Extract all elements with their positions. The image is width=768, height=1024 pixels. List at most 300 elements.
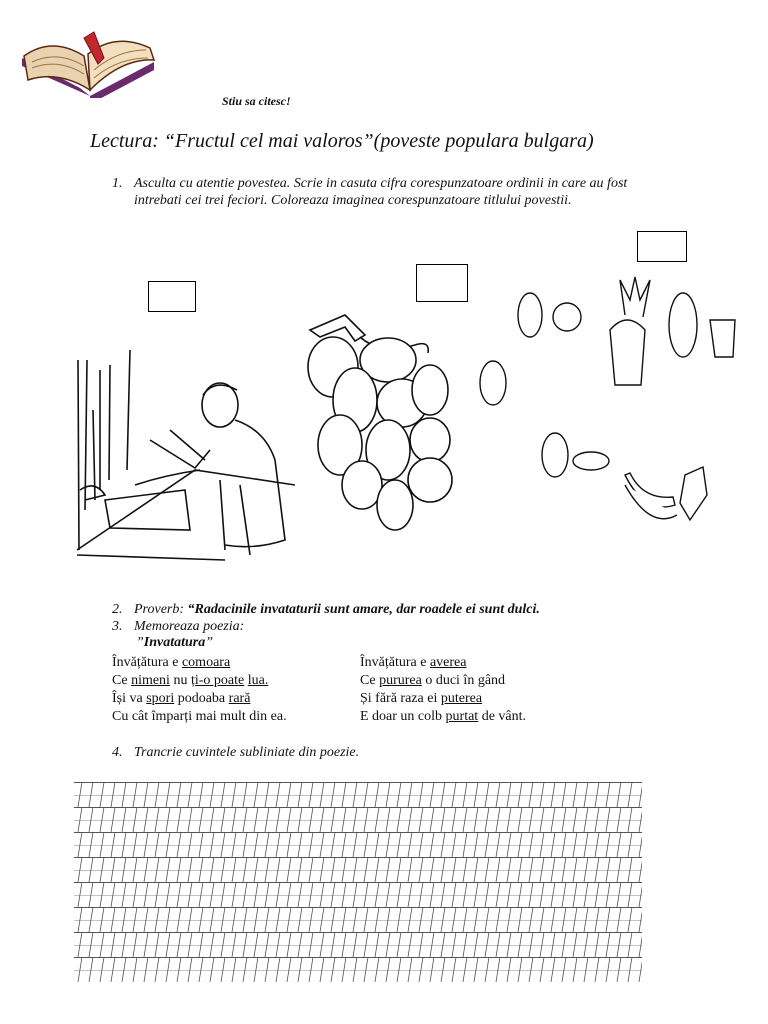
grid-slant-line: [441, 932, 445, 957]
grid-slant-line: [89, 832, 93, 857]
task-number: 3.: [112, 619, 123, 634]
grid-slant-line: [573, 807, 577, 832]
grid-slant-line: [89, 882, 93, 907]
grid-slant-line: [177, 807, 181, 832]
grid-slant-line: [639, 957, 642, 982]
underlined-word: purtat: [445, 709, 479, 724]
grid-slant-line: [89, 807, 93, 832]
grid-slant-line: [199, 857, 203, 882]
grid-slant-line: [496, 882, 500, 907]
answer-box-3[interactable]: [637, 231, 687, 262]
grid-slant-line: [111, 907, 115, 932]
grid-slant-line: [386, 957, 390, 982]
grid-slant-line: [298, 832, 302, 857]
grid-slant-line: [617, 782, 621, 807]
grid-slant-line: [309, 782, 313, 807]
grid-slant-line: [419, 957, 423, 982]
underlined-word: spori: [146, 691, 175, 706]
underlined-word: comoara: [181, 655, 231, 670]
grid-slant-line: [452, 832, 456, 857]
grid-slant-line: [199, 782, 203, 807]
grid-slant-line: [518, 807, 522, 832]
underlined-word: nimeni: [131, 673, 170, 688]
grid-slant-line: [111, 807, 115, 832]
grid-slant-line: [309, 832, 313, 857]
grid-slant-line: [573, 857, 577, 882]
grid-slant-line: [166, 832, 170, 857]
grid-slant-line: [573, 907, 577, 932]
grid-slant-line: [518, 932, 522, 957]
grid-slant-line: [474, 907, 478, 932]
grid-slant-line: [342, 782, 346, 807]
grid-slant-line: [100, 957, 104, 982]
grid-slant-line: [441, 857, 445, 882]
grid-slant-line: [364, 782, 368, 807]
grid-slant-line: [551, 957, 555, 982]
grid-slant-line: [474, 882, 478, 907]
page-title: Lectura: “Fructul cel mai valoros”(poveste populara bulgara): [90, 130, 594, 152]
grid-slant-line: [496, 907, 500, 932]
grid-slant-line: [155, 882, 159, 907]
grid-slant-line: [562, 857, 566, 882]
grid-slant-line: [309, 907, 313, 932]
grid-slant-line: [584, 882, 588, 907]
page-kicker: Stiu sa citesc!: [222, 94, 291, 108]
grid-slant-line: [111, 857, 115, 882]
grid-slant-line: [606, 832, 610, 857]
grid-slant-line: [199, 832, 203, 857]
grid-slant-line: [342, 882, 346, 907]
grid-slant-line: [408, 832, 412, 857]
grid-slant-line: [628, 882, 632, 907]
grid-slant-line: [551, 932, 555, 957]
grid-slant-line: [628, 807, 632, 832]
grid-slant-line: [430, 907, 434, 932]
grid-slant-line: [353, 807, 357, 832]
grid-slant-line: [265, 832, 269, 857]
grid-slant-line: [89, 857, 93, 882]
grid-slant-line: [265, 807, 269, 832]
grid-slant-line: [155, 932, 159, 957]
grid-slant-line: [155, 807, 159, 832]
grid-slant-line: [584, 832, 588, 857]
grid-slant-line: [496, 782, 500, 807]
grid-slant-line: [529, 857, 533, 882]
grid-slant-line: [320, 932, 324, 957]
grid-slant-line: [199, 882, 203, 907]
grid-slant-line: [78, 782, 82, 807]
grid-slant-line: [243, 907, 247, 932]
grid-slant-line: [254, 832, 258, 857]
grid-slant-line: [419, 907, 423, 932]
grid-slant-line: [496, 857, 500, 882]
grid-slant-line: [562, 882, 566, 907]
grid-slant-line: [606, 857, 610, 882]
task-number: 4.: [112, 745, 123, 760]
grid-slant-line: [430, 882, 434, 907]
grid-slant-line: [584, 782, 588, 807]
grid-slant-line: [155, 782, 159, 807]
grid-slant-line: [364, 907, 368, 932]
poem-line: [112, 672, 352, 690]
grid-slant-line: [166, 882, 170, 907]
grid-slant-line: [419, 832, 423, 857]
grid-slant-line: [562, 957, 566, 982]
grid-slant-line: [100, 932, 104, 957]
grid-slant-line: [78, 882, 82, 907]
grid-slant-line: [353, 957, 357, 982]
grid-slant-line: [496, 957, 500, 982]
grid-slant-line: [628, 957, 632, 982]
grid-slant-line: [188, 957, 192, 982]
grid-slant-line: [617, 807, 621, 832]
grid-slant-line: [232, 882, 236, 907]
grid-slant-line: [199, 807, 203, 832]
grid-slant-line: [507, 807, 511, 832]
grid-slant-line: [364, 832, 368, 857]
grid-slant-line: [309, 882, 313, 907]
grid-slant-line: [254, 882, 258, 907]
grid-slant-line: [551, 882, 555, 907]
grid-slant-line: [199, 932, 203, 957]
grid-slant-line: [474, 957, 478, 982]
grid-slant-line: [210, 782, 214, 807]
grid-slant-line: [474, 932, 478, 957]
grid-slant-line: [606, 882, 610, 907]
poem-text: Își va: [112, 691, 147, 706]
grid-slant-line: [265, 882, 269, 907]
grid-slant-line: [507, 932, 511, 957]
grid-slant-line: [540, 832, 544, 857]
grid-slant-line: [210, 957, 214, 982]
task-number: 2.: [112, 602, 123, 617]
grid-slant-line: [573, 782, 577, 807]
grid-slant-line: [408, 857, 412, 882]
grid-slant-line: [331, 782, 335, 807]
grid-slant-line: [452, 957, 456, 982]
grid-slant-line: [188, 807, 192, 832]
underlined-word: lua.: [247, 673, 269, 688]
poem-text: Și fără raza ei: [360, 691, 441, 706]
grid-slant-line: [375, 882, 379, 907]
grid-slant-line: [78, 957, 82, 982]
grid-slant-line: [364, 932, 368, 957]
answer-box-2[interactable]: [416, 264, 468, 302]
grid-slant-line: [111, 932, 115, 957]
grid-slant-line: [529, 782, 533, 807]
grid-slant-line: [408, 782, 412, 807]
grid-slant-line: [276, 782, 280, 807]
grid-slant-line: [485, 807, 489, 832]
underlined-word: averea: [429, 655, 467, 670]
grid-slant-line: [221, 807, 225, 832]
grid-slant-line: [243, 782, 247, 807]
underlined-word: puterea: [440, 691, 483, 706]
answer-box-1[interactable]: [148, 281, 196, 312]
task-number: 1.: [112, 176, 123, 191]
grid-slant-line: [639, 882, 642, 907]
grid-slant-line: [144, 932, 148, 957]
grid-slant-line: [540, 782, 544, 807]
grid-slant-line: [232, 807, 236, 832]
grid-slant-line: [485, 957, 489, 982]
grid-slant-line: [452, 807, 456, 832]
grid-slant-line: [551, 907, 555, 932]
grid-slant-line: [287, 882, 291, 907]
grid-slant-line: [287, 807, 291, 832]
grid-slant-line: [441, 882, 445, 907]
grid-slant-line: [386, 782, 390, 807]
grid-slant-line: [331, 882, 335, 907]
grid-slant-line: [397, 807, 401, 832]
grid-slant-line: [419, 807, 423, 832]
grid-slant-line: [276, 857, 280, 882]
grid-slant-line: [397, 932, 401, 957]
grid-slant-line: [595, 857, 599, 882]
grid-slant-line: [353, 857, 357, 882]
grid-slant-line: [364, 957, 368, 982]
grid-slant-line: [221, 857, 225, 882]
grid-slant-line: [232, 832, 236, 857]
poem-title-text: Invatatura: [143, 635, 206, 650]
grid-slant-line: [331, 932, 335, 957]
grid-slant-line: [100, 907, 104, 932]
grid-slant-line: [639, 932, 642, 957]
grid-slant-line: [320, 957, 324, 982]
grid-slant-line: [144, 857, 148, 882]
grid-slant-line: [463, 932, 467, 957]
handwriting-practice-grid[interactable]: [74, 782, 642, 982]
grid-slant-line: [606, 782, 610, 807]
grid-slant-line: [375, 932, 379, 957]
grid-slant-line: [518, 857, 522, 882]
grid-slant-line: [276, 882, 280, 907]
grid-slant-line: [452, 932, 456, 957]
poem-text: o duci în gând: [421, 673, 506, 688]
grid-slant-line: [353, 882, 357, 907]
grid-slant-line: [331, 907, 335, 932]
grid-slant-line: [639, 857, 642, 882]
grid-slant-line: [111, 957, 115, 982]
grid-slant-line: [540, 907, 544, 932]
grid-slant-line: [452, 907, 456, 932]
grid-slant-line: [276, 932, 280, 957]
grid-slant-line: [628, 907, 632, 932]
grid-slant-line: [265, 782, 269, 807]
grid-slant-line: [89, 782, 93, 807]
grid-slant-line: [320, 857, 324, 882]
grid-slant-line: [617, 857, 621, 882]
grid-slant-line: [639, 832, 642, 857]
grid-slant-line: [100, 882, 104, 907]
grid-slant-line: [254, 932, 258, 957]
grid-slant-line: [254, 782, 258, 807]
grid-slant-line: [188, 832, 192, 857]
grid-slant-line: [364, 807, 368, 832]
grid-slant-line: [232, 957, 236, 982]
underlined-word: pururea: [379, 673, 422, 688]
grid-slant-line: [452, 857, 456, 882]
grid-slant-line: [232, 857, 236, 882]
grid-slant-line: [221, 782, 225, 807]
task-text: Memoreaza poezia:: [134, 619, 245, 634]
grid-slant-line: [375, 807, 379, 832]
grid-slant-line: [529, 882, 533, 907]
underlined-word: ți-o poate: [190, 673, 245, 688]
grid-slant-line: [331, 807, 335, 832]
grid-slant-line: [408, 882, 412, 907]
grid-slant-line: [540, 957, 544, 982]
grid-slant-line: [540, 807, 544, 832]
grid-slant-line: [430, 782, 434, 807]
grid-slant-line: [309, 932, 313, 957]
grid-slant-line: [144, 832, 148, 857]
grid-slant-line: [177, 782, 181, 807]
grid-slant-line: [485, 907, 489, 932]
grid-slant-line: [100, 832, 104, 857]
grid-slant-line: [100, 807, 104, 832]
grid-slant-line: [243, 932, 247, 957]
grid-slant-line: [628, 832, 632, 857]
grid-slant-line: [507, 882, 511, 907]
grid-slant-line: [463, 782, 467, 807]
grid-slant-line: [408, 957, 412, 982]
grid-slant-line: [595, 957, 599, 982]
grid-slant-line: [463, 882, 467, 907]
grid-slant-line: [485, 857, 489, 882]
grid-slant-line: [133, 957, 137, 982]
grid-slant-line: [188, 882, 192, 907]
grid-slant-line: [133, 782, 137, 807]
grid-slant-line: [276, 807, 280, 832]
grid-slant-line: [474, 832, 478, 857]
grid-slant-line: [177, 857, 181, 882]
grid-slant-line: [144, 882, 148, 907]
grid-slant-line: [551, 857, 555, 882]
grid-slant-line: [639, 907, 642, 932]
grid-slant-line: [584, 957, 588, 982]
grid-slant-line: [210, 832, 214, 857]
grid-slant-line: [177, 882, 181, 907]
grid-slant-line: [529, 832, 533, 857]
grid-slant-line: [133, 907, 137, 932]
grid-slant-line: [133, 932, 137, 957]
grid-slant-line: [298, 782, 302, 807]
poem-left-stanza: [112, 654, 352, 726]
grid-slant-line: [419, 882, 423, 907]
poem-text: Ce: [112, 673, 132, 688]
grid-slant-line: [463, 807, 467, 832]
grid-slant-line: [177, 957, 181, 982]
grid-slant-line: [287, 782, 291, 807]
grid-slant-line: [133, 807, 137, 832]
grid-slant-line: [89, 932, 93, 957]
grid-slant-line: [529, 957, 533, 982]
grid-slant-line: [199, 957, 203, 982]
grid-slant-line: [551, 782, 555, 807]
grid-slant-line: [155, 957, 159, 982]
grid-slant-line: [452, 782, 456, 807]
grid-slant-line: [144, 957, 148, 982]
grid-slant-line: [287, 907, 291, 932]
grid-slant-line: [309, 957, 313, 982]
poem-text: Cu cât împarți mai mult din ea.: [112, 709, 287, 724]
grid-slant-line: [221, 957, 225, 982]
grid-slant-line: [243, 832, 247, 857]
grid-slant-line: [298, 907, 302, 932]
grid-slant-line: [562, 907, 566, 932]
grid-slant-line: [617, 932, 621, 957]
grid-slant-line: [573, 832, 577, 857]
grid-slant-line: [287, 957, 291, 982]
grid-slant-line: [540, 932, 544, 957]
grid-slant-line: [562, 832, 566, 857]
grid-slant-line: [562, 932, 566, 957]
grid-slant-line: [485, 932, 489, 957]
grid-slant-line: [122, 807, 126, 832]
grid-slant-line: [122, 957, 126, 982]
grid-slant-line: [595, 882, 599, 907]
grid-slant-line: [100, 782, 104, 807]
grid-slant-line: [507, 782, 511, 807]
grid-slant-line: [628, 932, 632, 957]
grid-slant-line: [210, 907, 214, 932]
grid-slant-line: [474, 807, 478, 832]
grid-slant-line: [78, 932, 82, 957]
grid-slant-line: [463, 957, 467, 982]
grid-slant-line: [606, 907, 610, 932]
grid-slant-line: [430, 857, 434, 882]
grid-slant-line: [78, 907, 82, 932]
grid-slant-line: [144, 907, 148, 932]
proverb-quote: “Radacinile invataturii sunt amare, dar roadele ei sunt dulci.: [187, 602, 540, 617]
grid-slant-line: [232, 932, 236, 957]
grid-slant-line: [122, 932, 126, 957]
grid-slant-line: [540, 882, 544, 907]
grid-slant-line: [298, 957, 302, 982]
grid-slant-line: [155, 832, 159, 857]
grid-slant-line: [309, 857, 313, 882]
grid-slant-line: [342, 932, 346, 957]
poem-text: podoaba: [174, 691, 229, 706]
grid-slant-line: [89, 957, 93, 982]
grid-slant-line: [276, 907, 280, 932]
grid-slant-line: [320, 807, 324, 832]
grid-slant-line: [419, 857, 423, 882]
poem-text: E doar un colb: [360, 709, 446, 724]
grid-slant-line: [364, 882, 368, 907]
poem-line: [360, 672, 600, 690]
grid-slant-line: [232, 782, 236, 807]
grid-slant-line: [353, 832, 357, 857]
poem-right-stanza: [360, 654, 600, 726]
underlined-word: rară: [228, 691, 251, 706]
grid-slant-line: [342, 957, 346, 982]
grid-slant-line: [133, 857, 137, 882]
grid-slant-line: [364, 857, 368, 882]
grid-slant-line: [595, 907, 599, 932]
grid-slant-line: [144, 807, 148, 832]
grid-slant-line: [518, 907, 522, 932]
poem-line: [360, 654, 600, 672]
grid-slant-line: [166, 932, 170, 957]
grid-slant-line: [430, 957, 434, 982]
grid-slant-line: [78, 832, 82, 857]
poem-title-open-quote: ”: [136, 635, 144, 650]
grid-slant-line: [342, 907, 346, 932]
grid-slant-line: [595, 807, 599, 832]
grid-slant-line: [584, 907, 588, 932]
